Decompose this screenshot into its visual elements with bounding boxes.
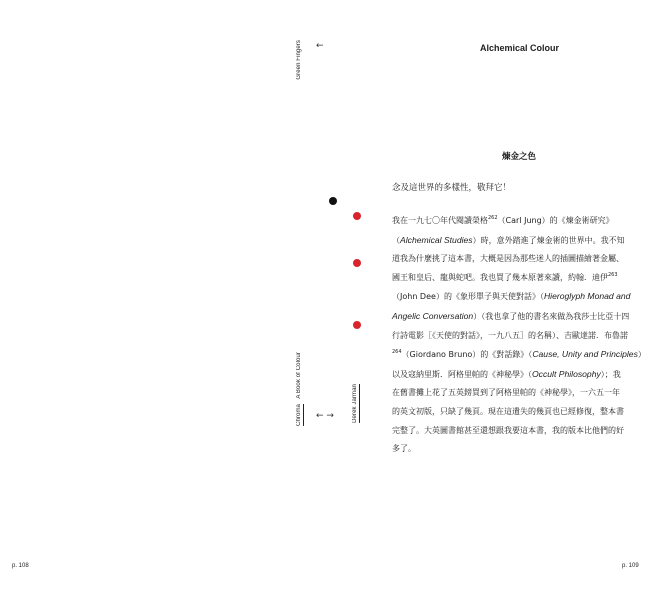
prev-next-arrows[interactable]: ← → <box>316 411 334 421</box>
body-line: （John Dee）的《象形單子與天使對話》（Hieroglyph Monad and <box>392 291 631 302</box>
page-number-left: p. 108 <box>12 563 29 569</box>
body-line: 以及寇納里斯．阿格里帕的《神秘學》（Occult Philosophy）；我 <box>392 368 621 379</box>
body-line: Angelic Conversation）（我也拿了他的書名來做為我莎士比亞十四 <box>392 310 630 321</box>
book-title-chroma: Chroma <box>296 404 302 426</box>
body-line: 完整了。大英圖書館甚至還想跟我要這本書，我的版本比他們的好 <box>392 425 624 435</box>
body-line: 的英文初版，只缺了幾頁。現在這遺失的幾頁也已經修復，整本書 <box>392 406 624 416</box>
body-line: 道我為什麼挑了這本書，大概是因為那些迷人的插圖描繪著金屬、 <box>392 254 624 264</box>
body-text <box>392 212 646 459</box>
body-line: （Alchemical Studies）時，意外踏進了煉金術的世界中。我不知 <box>392 234 625 245</box>
red-marker-dot <box>353 212 361 220</box>
red-marker-dot <box>353 259 361 267</box>
page-number-right: p. 109 <box>622 563 639 569</box>
body-line: 多了。 <box>392 444 416 454</box>
black-marker-dot <box>329 197 337 205</box>
book-subtitle: A Book of Colour <box>296 352 302 399</box>
body-line: 國王和皇后、龍與蛇吧。我也買了幾本原著來讀，約翰．迪伊$^{263}$ <box>392 271 618 282</box>
body-line: 我在一九七〇年代閱讀榮格$^{262}$（Carl Jung）的《煉金術研究》 <box>392 215 614 225</box>
back-arrow[interactable]: ← <box>316 41 324 51</box>
chapter-title: Alchemical Colour <box>480 43 560 53</box>
running-head-green-fingers: Green Fingers <box>296 40 302 80</box>
body-line: 在舊書攤上花了五英鎊買到了阿格里帕的《神秘學》，一六五一年 <box>392 388 620 398</box>
red-marker-dot <box>353 321 361 329</box>
section-heading: 煉金之色 <box>502 152 537 162</box>
body-line: 行詩電影［《天使的對話》，一九八五］的名稱）、吉歐達諾．布魯諾 <box>392 330 628 340</box>
author-name: Derek Jarman <box>352 384 358 423</box>
intro-line: 念及這世界的多樣性，敬拜它！ <box>392 183 512 193</box>
body-line: $^{264}$（Giordano Bruno）的《對話錄》（Cause, Unity and Principles） <box>392 349 646 360</box>
